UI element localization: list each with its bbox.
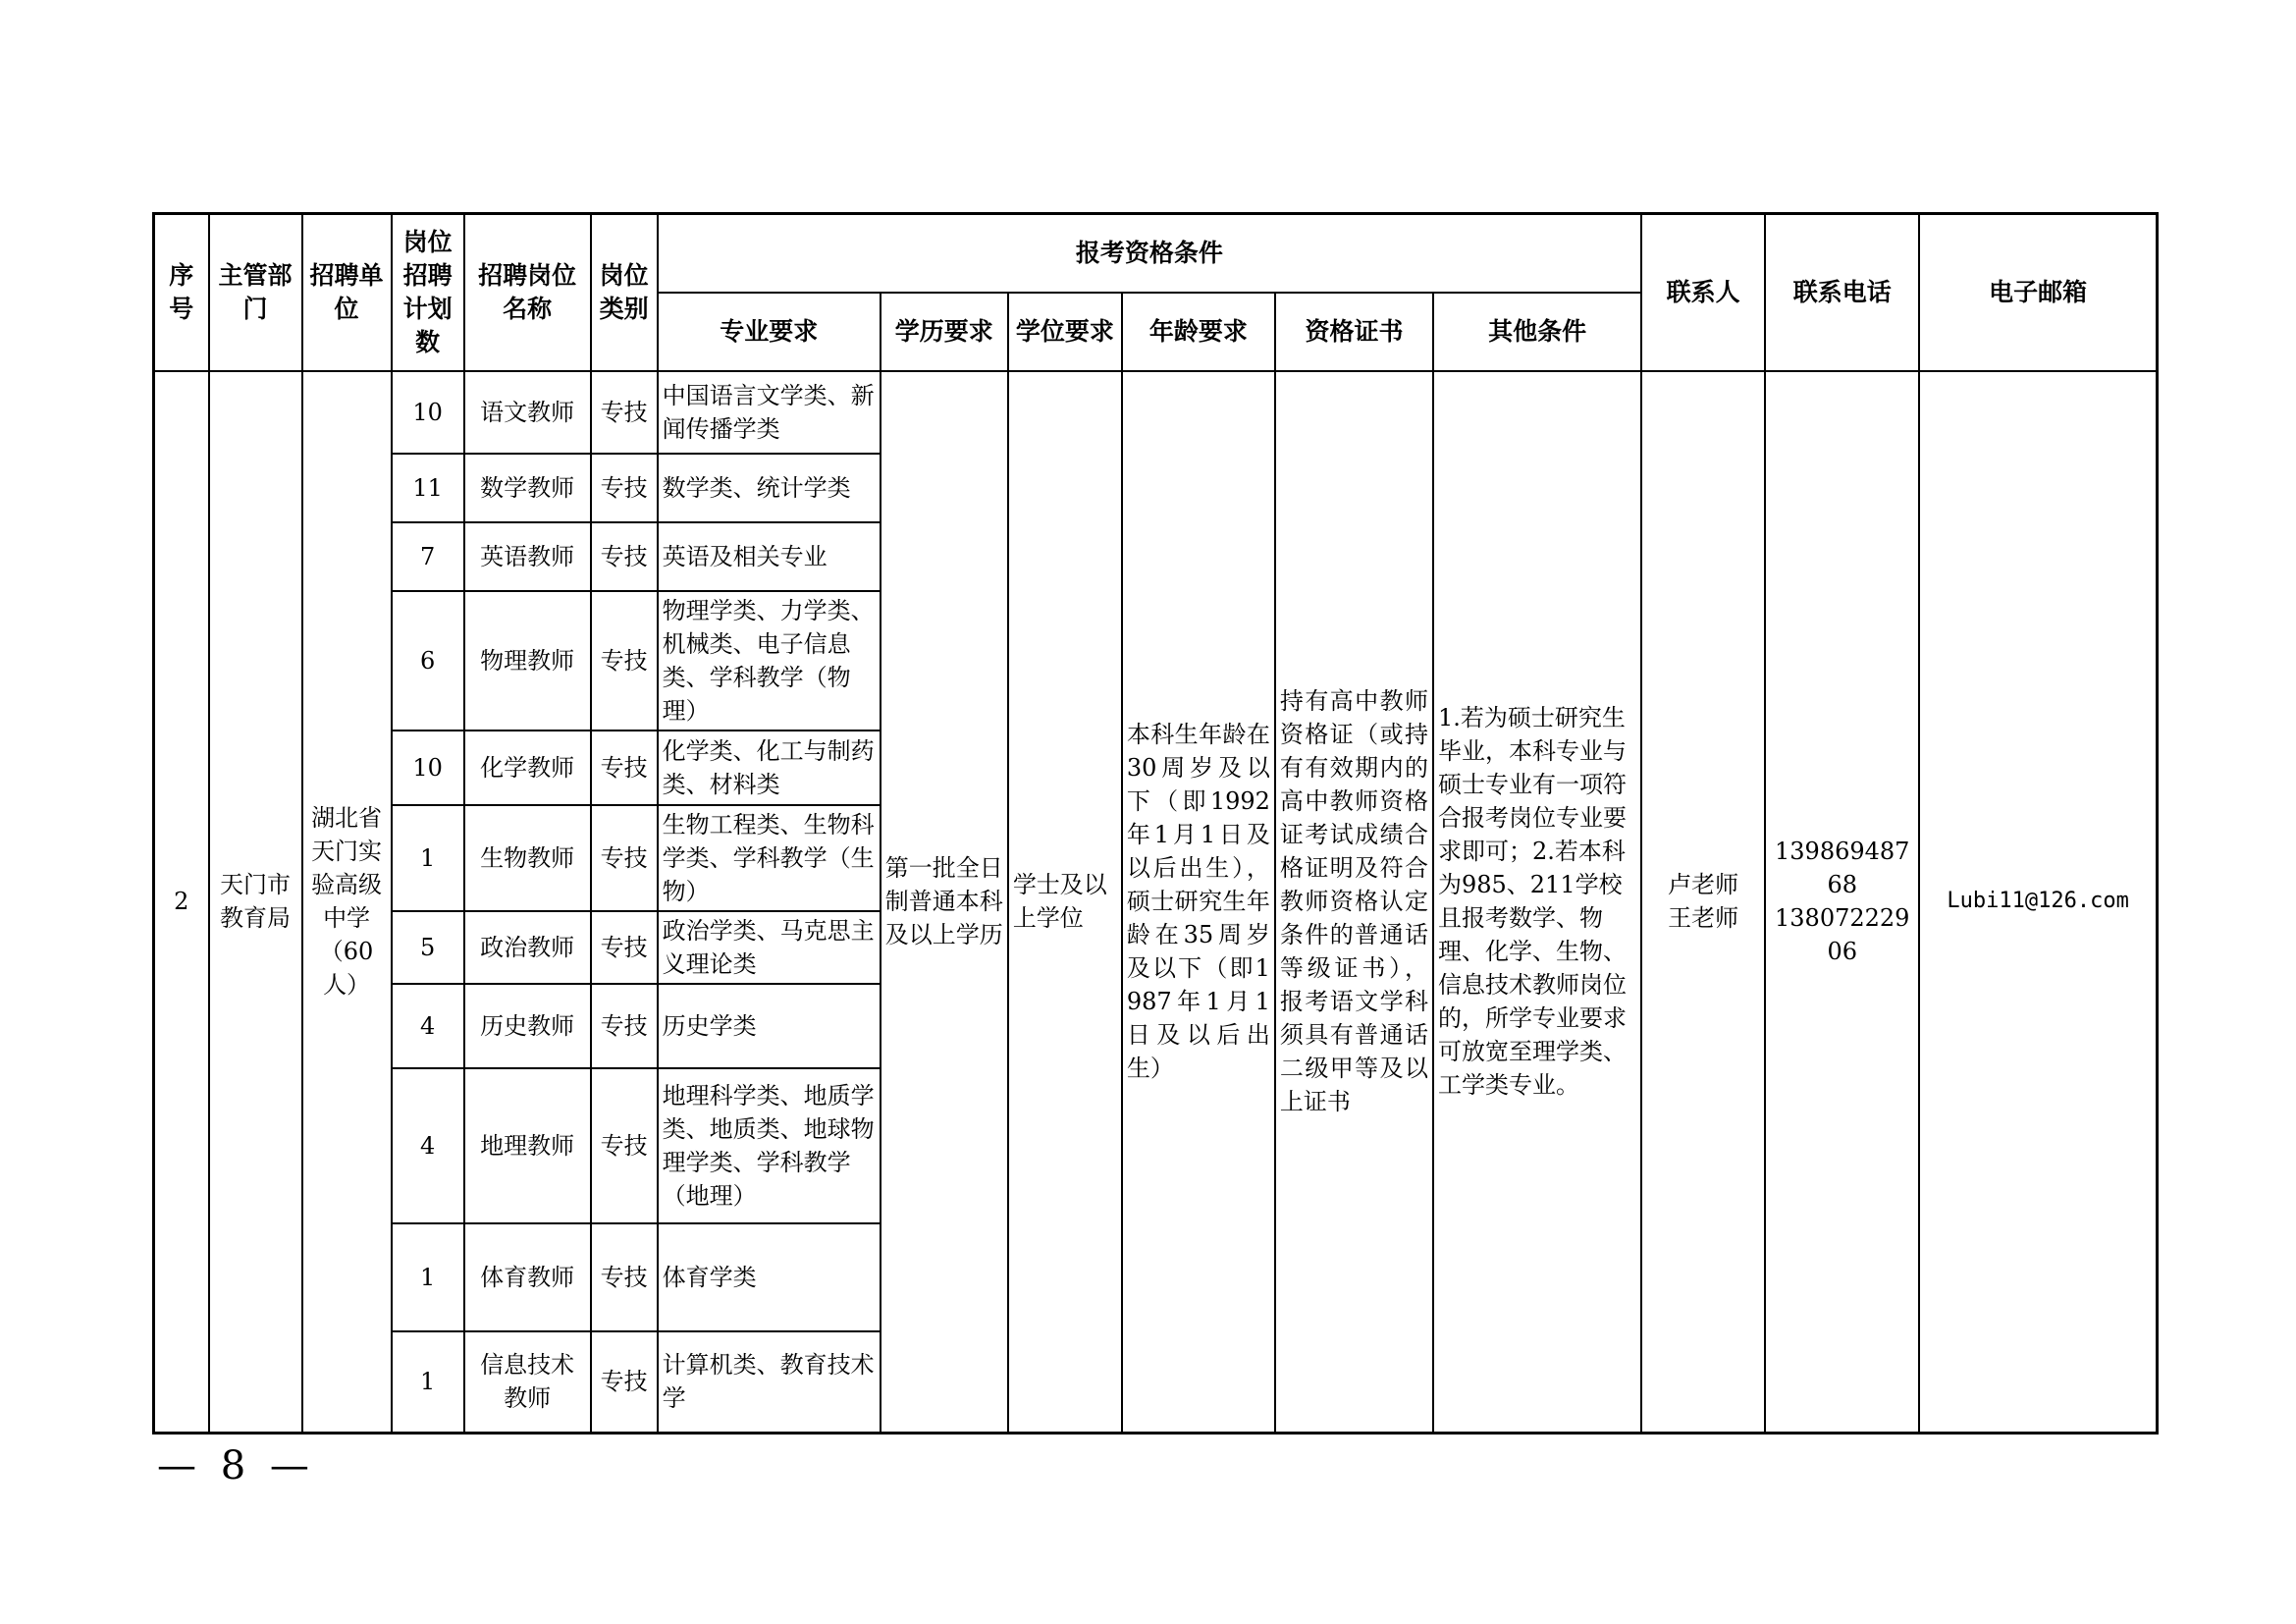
post-major: 历史学类 bbox=[658, 984, 881, 1068]
post-major: 体育学类 bbox=[658, 1223, 881, 1331]
post-plan: 11 bbox=[392, 454, 464, 522]
post-major: 中国语言文学类、新闻传播学类 bbox=[658, 371, 881, 454]
contact-name-2: 王老师 bbox=[1668, 904, 1739, 933]
post-name: 信息技术教师 bbox=[464, 1331, 591, 1434]
post-name: 化学教师 bbox=[464, 731, 591, 805]
header-certificate: 资格证书 bbox=[1275, 293, 1433, 371]
post-major: 地理科学类、地质学类、地质类、地球物理学类、学科教学（地理） bbox=[658, 1068, 881, 1223]
header-dept: 主管部门 bbox=[209, 214, 302, 371]
header-post-type: 岗位类别 bbox=[591, 214, 658, 371]
post-name: 英语教师 bbox=[464, 522, 591, 591]
post-name: 体育教师 bbox=[464, 1223, 591, 1331]
post-type: 专技 bbox=[591, 731, 658, 805]
row-seq: 2 bbox=[154, 371, 209, 1434]
header-major: 专业要求 bbox=[658, 293, 881, 371]
post-type: 专技 bbox=[591, 805, 658, 911]
post-plan: 6 bbox=[392, 591, 464, 731]
post-type: 专技 bbox=[591, 1331, 658, 1434]
header-qualifications: 报考资格条件 bbox=[658, 214, 1641, 293]
post-major: 化学类、化工与制药类、材料类 bbox=[658, 731, 881, 805]
post-type: 专技 bbox=[591, 371, 658, 454]
header-plan: 岗位招聘计划数 bbox=[392, 214, 464, 371]
post-name: 历史教师 bbox=[464, 984, 591, 1068]
post-plan: 10 bbox=[392, 731, 464, 805]
post-type: 专技 bbox=[591, 522, 658, 591]
header-seq: 序号 bbox=[154, 214, 209, 371]
post-type: 专技 bbox=[591, 591, 658, 731]
row-age: 本科生年龄在30周岁及以下（即1992年1月1日及以后出生），硕士研究生年龄在35周岁及以下（即1987年1月1日及以后出生） bbox=[1122, 371, 1275, 1434]
row-degree: 学士及以上学位 bbox=[1008, 371, 1122, 1434]
post-major: 英语及相关专业 bbox=[658, 522, 881, 591]
header-email: 电子邮箱 bbox=[1919, 214, 2157, 371]
post-plan: 10 bbox=[392, 371, 464, 454]
post-type: 专技 bbox=[591, 454, 658, 522]
row-unit: 湖北省天门实验高级中学（60人） bbox=[302, 371, 392, 1434]
contact-name-1: 卢老师 bbox=[1668, 871, 1739, 899]
post-name: 生物教师 bbox=[464, 805, 591, 911]
recruitment-table-wrapper bbox=[152, 212, 2159, 1435]
post-name: 政治教师 bbox=[464, 911, 591, 984]
post-plan: 1 bbox=[392, 805, 464, 911]
header-other: 其他条件 bbox=[1433, 293, 1641, 371]
post-name: 数学教师 bbox=[464, 454, 591, 522]
header-unit: 招聘单位 bbox=[302, 214, 392, 371]
post-name: 地理教师 bbox=[464, 1068, 591, 1223]
phone-number-2: 13807222906 bbox=[1775, 904, 1910, 966]
post-name: 物理教师 bbox=[464, 591, 591, 731]
row-education: 第一批全日制普通本科及以上学历 bbox=[881, 371, 1008, 1434]
header-education: 学历要求 bbox=[881, 293, 1008, 371]
phone-number-1: 13986948768 bbox=[1775, 838, 1910, 899]
post-plan: 4 bbox=[392, 984, 464, 1068]
post-plan: 7 bbox=[392, 522, 464, 591]
row-contact bbox=[1641, 371, 1765, 1434]
post-plan: 5 bbox=[392, 911, 464, 984]
post-type: 专技 bbox=[591, 1068, 658, 1223]
row-dept: 天门市教育局 bbox=[209, 371, 302, 1434]
row-phone bbox=[1765, 371, 1919, 1434]
post-major: 计算机类、教育技术学 bbox=[658, 1331, 881, 1434]
table-row bbox=[154, 371, 2158, 454]
post-plan: 1 bbox=[392, 1223, 464, 1331]
header-age: 年龄要求 bbox=[1122, 293, 1275, 371]
header-post-name: 招聘岗位名称 bbox=[464, 214, 591, 371]
post-plan: 4 bbox=[392, 1068, 464, 1223]
post-major: 政治学类、马克思主义理论类 bbox=[658, 911, 881, 984]
recruitment-table bbox=[152, 212, 2159, 1435]
post-plan: 1 bbox=[392, 1331, 464, 1434]
post-type: 专技 bbox=[591, 911, 658, 984]
post-type: 专技 bbox=[591, 984, 658, 1068]
page-number: — 8 — bbox=[157, 1443, 315, 1489]
post-major: 数学类、统计学类 bbox=[658, 454, 881, 522]
header-degree: 学位要求 bbox=[1008, 293, 1122, 371]
header-contact: 联系人 bbox=[1641, 214, 1765, 371]
row-email: Lubi11@126.com bbox=[1919, 371, 2157, 1434]
post-name: 语文教师 bbox=[464, 371, 591, 454]
post-major: 生物工程类、生物科学类、学科教学（生物） bbox=[658, 805, 881, 911]
header-phone: 联系电话 bbox=[1765, 214, 1919, 371]
row-other: 1.若为硕士研究生毕业，本科专业与硕士专业有一项符合报考岗位专业要求即可；2.若本科为985、211学校且报考数学、物理、化学、生物、信息技术教师岗位的，所学专业要求可放宽至理学类、工学类专业。 bbox=[1433, 371, 1641, 1434]
post-major: 物理学类、力学类、机械类、电子信息类、学科教学（物理） bbox=[658, 591, 881, 731]
row-certificate: 持有高中教师资格证（或持有有效期内的高中教师资格证考试成绩合格证明及符合教师资格认定条件的普通话等级证书），报考语文学科须具有普通话二级甲等及以上证书 bbox=[1275, 371, 1433, 1434]
post-type: 专技 bbox=[591, 1223, 658, 1331]
